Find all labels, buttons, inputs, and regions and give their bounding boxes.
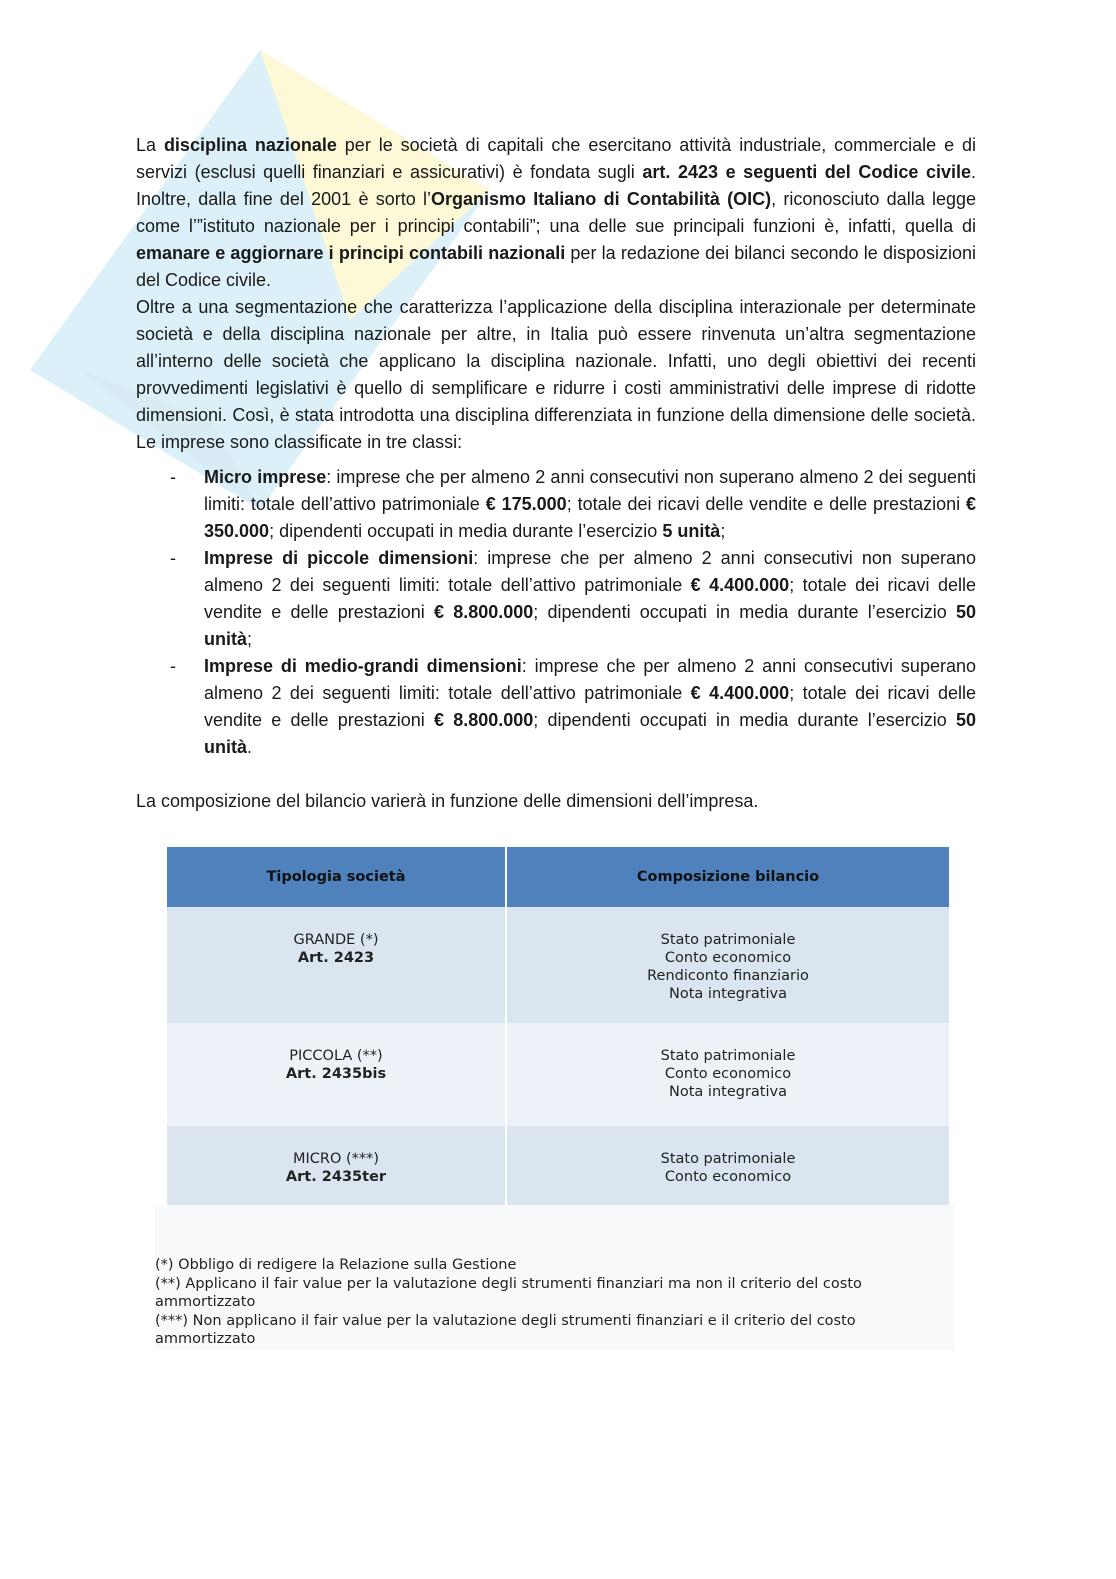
emphasis: € 350.000 [204, 494, 977, 541]
text: ; totale dei ricavi delle vendite e delle prestazioni [204, 575, 977, 622]
composition-item: Nota integrativa [669, 986, 787, 1002]
dash: - [170, 656, 176, 676]
company-type-cell [167, 1126, 506, 1208]
composition-cell [506, 1126, 949, 1208]
article: Art. 2435ter [285, 1169, 387, 1185]
composition-cell [506, 907, 949, 1023]
table-row [167, 1126, 949, 1208]
text: ; dipendenti occupati in media durante l’esercizio [269, 521, 663, 541]
composition-item: Rendiconto finanziario [647, 968, 809, 984]
article: Art. 2435bis [285, 1066, 387, 1082]
item-title: Imprese di piccole dimensioni [204, 548, 474, 568]
composition-item: Stato patrimoniale [660, 1151, 796, 1167]
composition-item: Stato patrimoniale [660, 932, 796, 948]
text: per le società di capitali che esercitano attività industriale, commerciale e di servizi (esclusi quelli finanziari e assicurativi) è fondata sugli [136, 135, 977, 182]
dash: - [170, 467, 176, 487]
company-type: GRANDE (*) [293, 932, 379, 948]
footnote: (*) Obbligo di redigere la Relazione sulla Gestione [155, 1257, 517, 1273]
text: La [136, 135, 164, 155]
table-row [167, 907, 949, 1023]
text: : imprese che per almeno 2 anni consecutivi superano almeno 2 dei seguenti limiti: totale dell’attivo patrimoniale [204, 656, 976, 703]
text: , riconosciuto dalla legge come l’”istituto nazionale per i principi contabili”; una delle sue principali funzioni è, infatti, quella di [136, 189, 977, 236]
emphasis: Organismo Italiano di Contabilità (OIC) [431, 189, 772, 209]
composition-item: Conto economico [664, 1169, 792, 1185]
document-body [136, 132, 976, 815]
company-classes-list [136, 464, 976, 761]
table-header-row [167, 847, 949, 907]
table-row [167, 1023, 949, 1126]
text: . [247, 737, 253, 757]
item-title: Imprese di medio-grandi dimensioni [204, 656, 522, 676]
text: ; totale dei ricavi delle vendite e delle prestazioni [204, 683, 977, 730]
emphasis: 50 unità [204, 710, 977, 757]
item-title: Micro imprese [204, 467, 327, 487]
composition-item: Nota integrativa [669, 1084, 787, 1100]
dash: - [170, 548, 176, 568]
text: : imprese che per almeno 2 anni consecutivi non superano almeno 2 dei seguenti limiti: totale dell’attivo patrimoniale [204, 548, 976, 595]
composition-item: Conto economico [664, 950, 792, 966]
emphasis: € 4.400.000 [690, 683, 790, 703]
balance-sheet-table [167, 847, 949, 1208]
text: ; [720, 521, 726, 541]
closing-sentence: La composizione del bilancio varierà in funzione delle dimensioni dell’impresa. [136, 791, 759, 811]
list-item [136, 653, 976, 761]
text: ; totale dei ricavi delle vendite e delle prestazioni [566, 494, 966, 514]
emphasis: art. 2423 e seguenti del Codice civile [642, 162, 971, 182]
article: Art. 2423 [297, 950, 375, 966]
text: ; dipendenti occupati in media durante l’esercizio [533, 710, 956, 730]
text: ; dipendenti occupati in media durante l’esercizio [533, 602, 956, 622]
company-type-cell [167, 1023, 506, 1126]
composition-cell [506, 1023, 949, 1126]
footnote: (***) Non applicano il fair value per la valutazione degli strumenti finanziari e il criterio del costo ammortizzato [155, 1312, 856, 1347]
composition-item: Stato patrimoniale [660, 1048, 796, 1064]
emphasis: € 4.400.000 [690, 575, 790, 595]
emphasis: € 8.800.000 [433, 710, 534, 730]
text: ; [247, 629, 253, 649]
company-type: MICRO (***) [292, 1151, 380, 1167]
emphasis: emanare e aggiornare i principi contabili nazionali [136, 243, 566, 263]
composition-item: Conto economico [664, 1066, 792, 1082]
column-header: Composizione bilancio [506, 847, 949, 907]
text: : imprese che per almeno 2 anni consecutivi non superano almeno 2 dei seguenti limiti: totale dell’attivo patrimoniale [204, 467, 977, 514]
emphasis: € 8.800.000 [433, 602, 534, 622]
paragraph-segmentazione: Oltre a una segmentazione che caratterizza l’applicazione della disciplina interazionale per determinate società e della disciplina nazionale per altre, in Italia può essere rinvenuta un’altra segmentazione all’interno delle società che applicano la disciplina nazionale. Infatti, uno degli obiettivi dei recenti provvedimenti legislativi è quello di semplificare e ridurre i costi amministrativi delle imprese di ridotte dimensioni. Così, è stata introdotta una disciplina differenziata in funzione della dimensione delle società. Le imprese sono classificate in tre classi: [136, 297, 976, 452]
list-item [136, 545, 976, 653]
column-header: Tipologia società [167, 847, 506, 907]
list-item [136, 464, 976, 545]
emphasis: 5 unità [662, 521, 721, 541]
text: . Inoltre, dalla fine del 2001 è sorto l’ [136, 162, 976, 209]
footnote: (**) Applicano il fair value per la valutazione degli strumenti finanziari ma non il criterio del costo ammortizzato [155, 1275, 862, 1310]
table-footnotes [155, 1205, 955, 1350]
text: per la redazione dei bilanci secondo le disposizioni del Codice civile. [136, 243, 976, 290]
emphasis: disciplina nazionale [163, 135, 337, 155]
emphasis: 50 unità [204, 602, 977, 649]
company-type: PICCOLA (**) [289, 1048, 383, 1064]
emphasis: € 175.000 [485, 494, 567, 514]
paragraph-disciplina [136, 132, 976, 294]
company-type-cell [167, 907, 506, 1023]
